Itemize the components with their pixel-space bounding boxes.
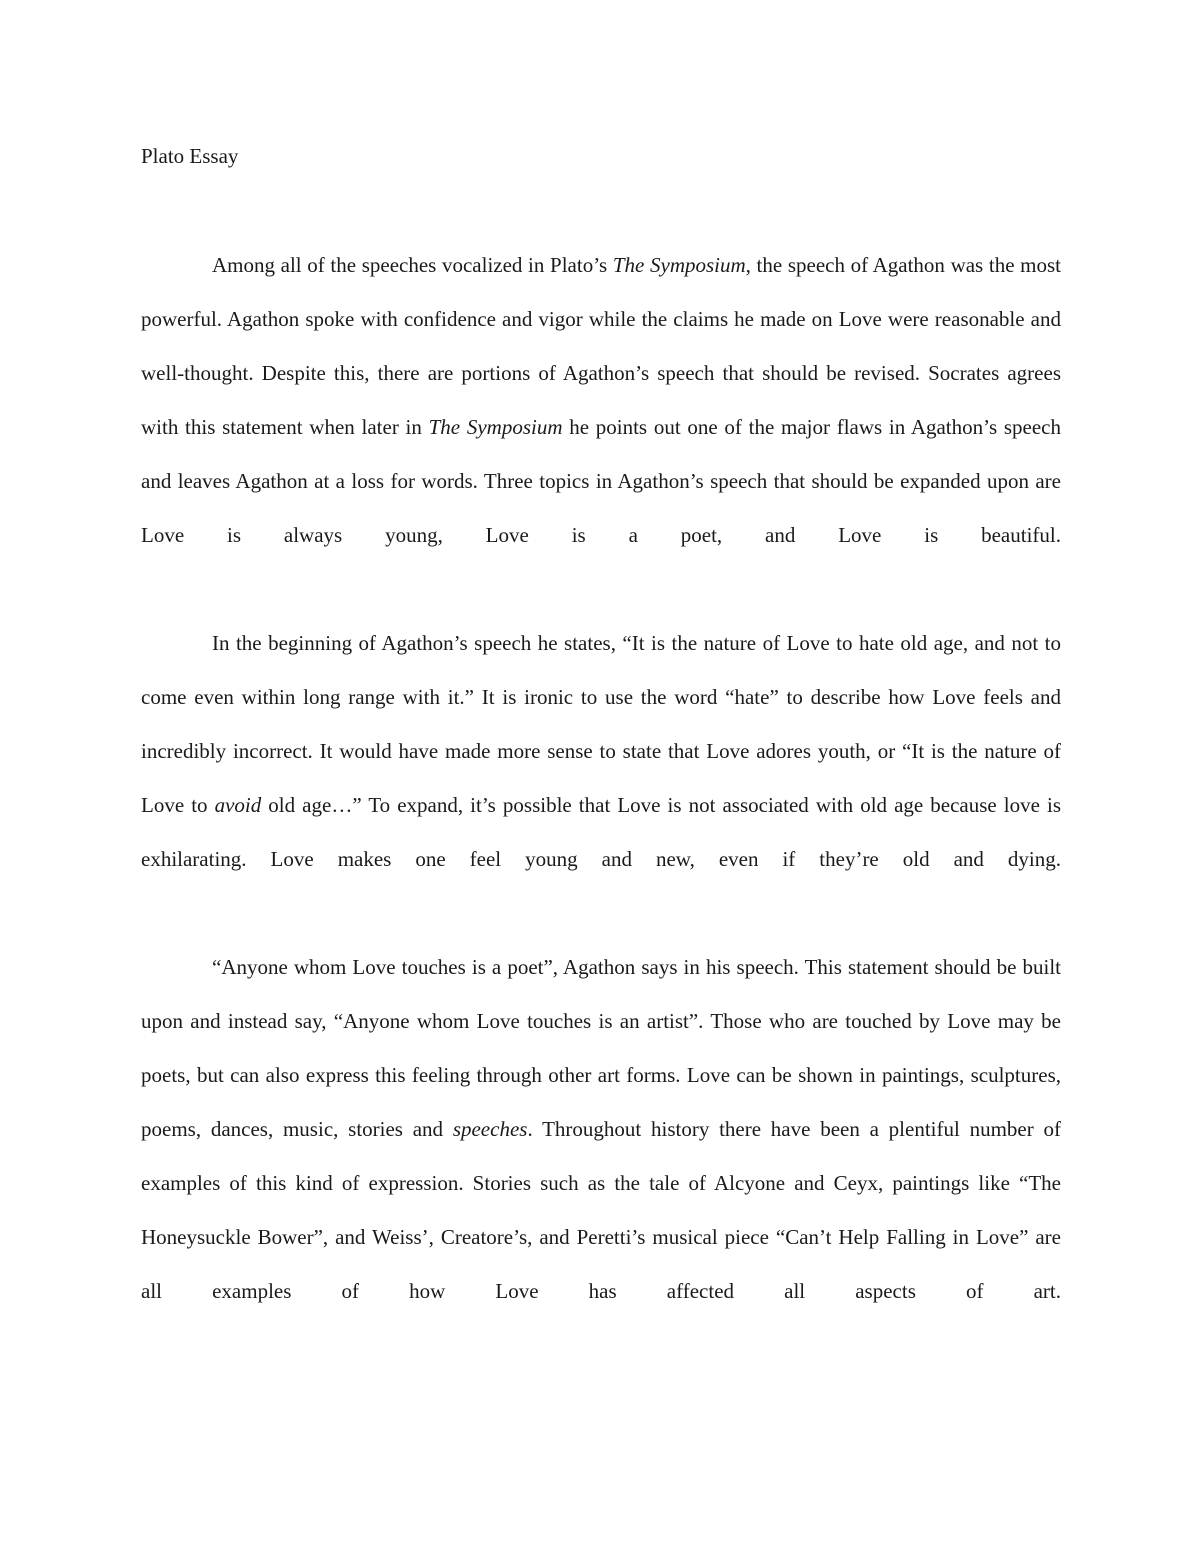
paragraph-text: “Anyone whom Love touches is a poet”, Agathon says in his speech. This statement should be built upon and instead say, “Anyone whom Love touches is an artist”. Those who are touched by Love may be poets, but can also express this feeling through other art forms. Love can be shown in paintings, sculptures, poems, dances, music, stories and (141, 955, 1061, 1141)
paragraph-text: Among all of the speeches vocalized in Plato’s (212, 253, 613, 277)
paragraph-text: old age…” To expand, it’s possible that Love is not associated with old age because love is exhilarating. Love makes one feel young and new, even if they’re old and dying. (141, 793, 1062, 871)
paragraph-text: . Throughout history there have been a plentiful number of examples of this kind of expression. Stories such as the tale of Alcyone and Ceyx, paintings like “The Honeysuckle Bower”, and Weiss’, Creatore’s, and Peretti’s musical piece “Can’t Help Falling in Love” are all examples of how Love has affected all aspects of art. (141, 1117, 1061, 1303)
paragraph-text: , the speech of Agathon was the most powerful. Agathon spoke with confidence and vigor while the claims he made on Love were reasonable and well-thought. Despite this, there are portions of Agathon’s speech that should be revised. Socrates agrees with this statement when later in (141, 253, 1061, 439)
italic-text: The Symposium (612, 253, 746, 277)
essay-paragraph (141, 616, 1061, 940)
essay-paragraph (141, 238, 1061, 616)
italic-text: speeches (452, 1117, 528, 1141)
document-title: Plato Essay (141, 144, 239, 168)
essay-body (141, 238, 1061, 1372)
paragraph-text: he points out one of the major flaws in Agathon’s speech and leaves Agathon at a loss for words. Three topics in Agathon’s speech that should be expanded upon are Love is always young, Love is a poet, and Love is beautiful. (141, 415, 1061, 547)
paragraph-text: In the beginning of Agathon’s speech he states, “It is the nature of Love to hate old age, and not to come even within long range with it.” It is ironic to use the word “hate” to describe how Love feels and incredibly incorrect. It would have made more sense to state that Love adores youth, or “It is the nature of Love to (141, 631, 1061, 817)
italic-text: avoid (214, 793, 262, 817)
essay-paragraph (141, 940, 1061, 1372)
italic-text: The Symposium (428, 415, 563, 439)
